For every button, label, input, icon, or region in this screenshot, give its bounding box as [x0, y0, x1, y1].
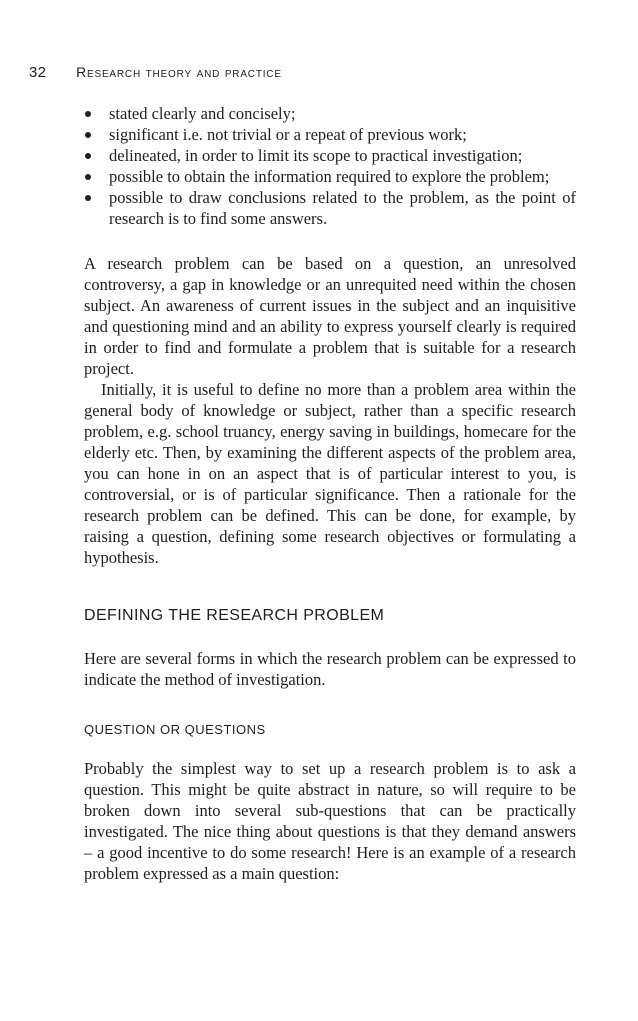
body-paragraph: A research problem can be based on a question, an unresolved controversy, a gap in knowledge or an unrequited need within the chosen subject. An awareness of current issues in the subject and an inquisitive and questioning mind and an ability to express yourself clearly is required in order to find and formulate a problem that is suitable for a research project.	[84, 254, 576, 378]
running-title: Research theory and practice	[76, 64, 282, 80]
list-item: possible to obtain the information required to explore the problem;	[84, 166, 576, 187]
section-intro: Here are several forms in which the research problem can be expressed to indicate the method of investigation.	[84, 649, 576, 689]
running-head	[29, 64, 282, 82]
body-paragraph: Initially, it is useful to define no more than a problem area within the general body of knowledge or subject, rather than a specific research problem, e.g. school truancy, energy saving in buildings, homecare for the elderly etc. Then, by examining the different aspects of the problem area, you can hone in on an aspect that is of particular interest to you, is controversial, or is of particular significance. Then a rationale for the research problem can be defined. This can be done, for example, by raising a question, defining some research objectives or formulating a hypothesis.	[84, 380, 576, 567]
list-item: delineated, in order to limit its scope to practical investigation;	[84, 145, 576, 166]
subsection-body: Probably the simplest way to set up a research problem is to ask a question. This might be quite abstract in nature, so will require to be broken down into several sub-questions that can be practically investigated. The nice thing about questions is that they demand answers – a good incentive to do some research! Here is an example of a research problem expressed as a main question:	[84, 759, 576, 883]
page-body	[84, 103, 576, 884]
page-number: 32	[29, 64, 47, 81]
section-heading: DEFINING THE RESEARCH PROBLEM	[84, 607, 385, 624]
criteria-list	[84, 103, 576, 229]
list-item: significant i.e. not trivial or a repeat of previous work;	[84, 124, 576, 145]
list-item: stated clearly and concisely;	[84, 103, 576, 124]
list-item: possible to draw conclusions related to the problem, as the point of research is to find some answers.	[84, 187, 576, 229]
subsection-heading: QUESTION OR QUESTIONS	[84, 722, 266, 737]
